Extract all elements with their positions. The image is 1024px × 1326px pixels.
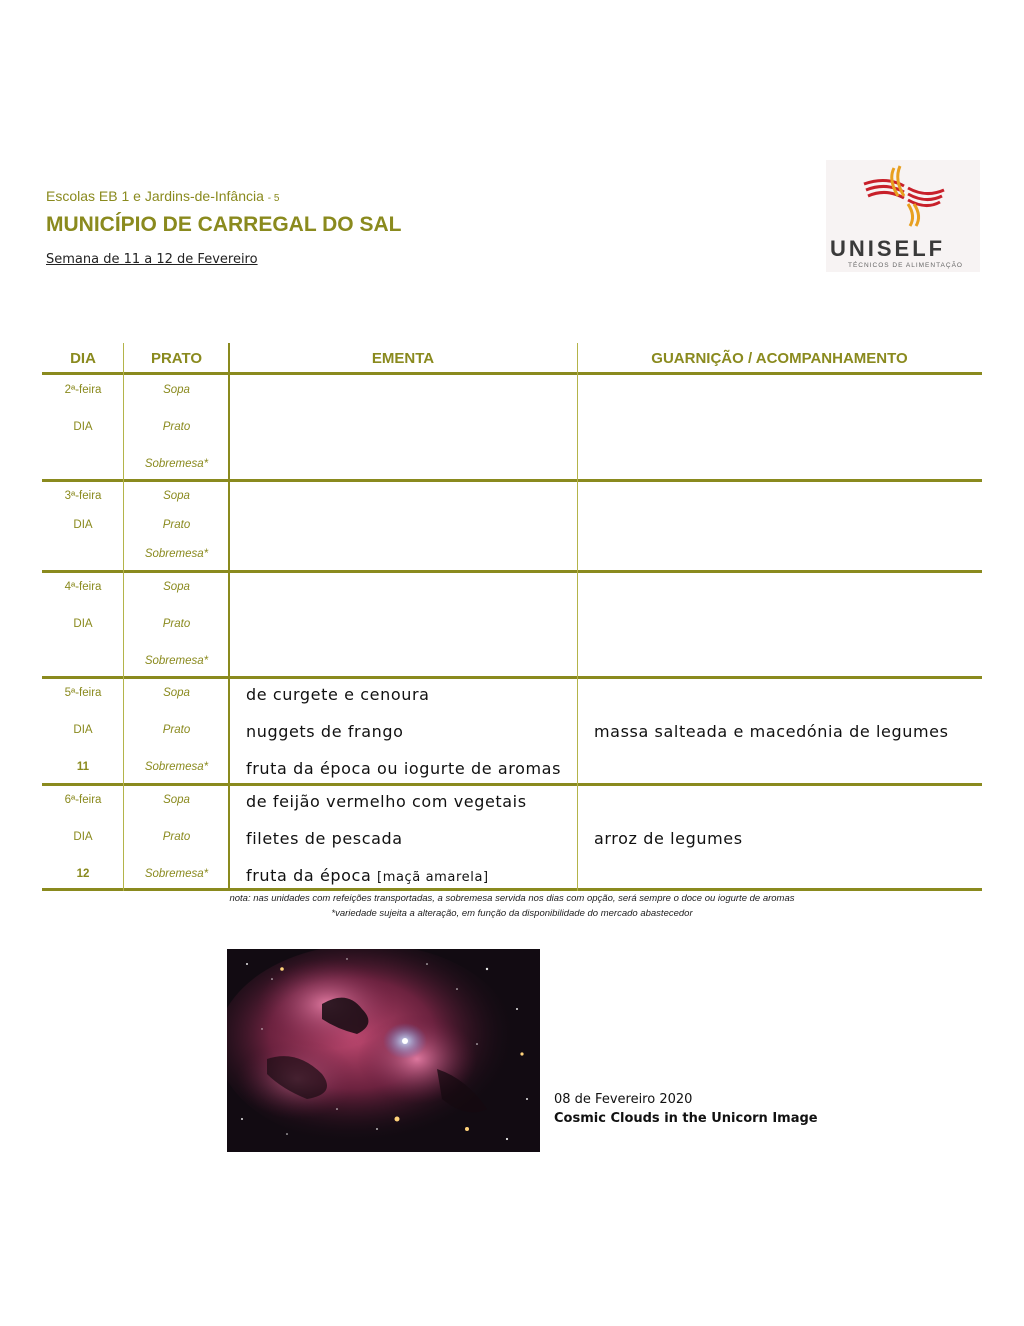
note-variety: *variedade sujeita a alteração, em função da disponibilidade do mercado abastecedor	[331, 908, 693, 919]
course-sopa: Sopa	[163, 794, 190, 806]
course-sopa: Sopa	[163, 384, 190, 396]
row-divider	[42, 479, 982, 482]
ementa-sopa: de curgete e cenoura	[246, 685, 430, 704]
ementa-sobremesa: fruta da época ou iogurte de aromas	[246, 759, 561, 778]
ementa-prato: nuggets de frango	[246, 722, 404, 741]
day-name: 5ª-feira	[64, 687, 102, 699]
day-label: DIA	[73, 831, 93, 843]
day-name: 3ª-feira	[64, 490, 102, 502]
course-sobremesa: Sobremesa*	[144, 655, 209, 667]
photo-title: Cosmic Clouds in the Unicorn Image	[554, 1111, 818, 1126]
nebula-image	[227, 949, 540, 1152]
guarnicao: arroz de legumes	[594, 829, 743, 848]
day-label: DIA	[73, 618, 93, 630]
guarnicao: massa salteada e macedónia de legumes	[594, 722, 949, 741]
day-label: DIA	[73, 724, 93, 736]
course-sobremesa: Sobremesa*	[144, 548, 209, 560]
course-prato: Prato	[162, 724, 191, 736]
row-divider	[42, 676, 982, 679]
day-date: 12	[76, 868, 90, 880]
week-label: Semana de 11 a 12 de Fevereiro	[46, 252, 258, 267]
day-label: DIA	[73, 421, 93, 433]
course-prato: Prato	[162, 421, 191, 433]
header-dia: DIA	[70, 349, 96, 367]
course-prato: Prato	[162, 519, 191, 531]
day-name: 6ª-feira	[64, 794, 102, 806]
page-title: MUNICÍPIO DE CARREGAL DO SAL	[46, 213, 402, 236]
header-guarnicao: GUARNIÇÃO / ACOMPANHAMENTO	[651, 349, 908, 367]
course-sobremesa: Sobremesa*	[144, 761, 209, 773]
course-prato: Prato	[162, 831, 191, 843]
ementa-prato: filetes de pescada	[246, 829, 403, 848]
logo-name: UNISELF	[830, 236, 946, 261]
subtitle-text: Escolas EB 1 e Jardins-de-Infância	[46, 188, 264, 204]
note-transport: nota: nas unidades com refeições transportadas, a sobremesa servida nos dias com opção, será sempre o doce ou iogurte de aromas	[229, 893, 795, 904]
row-divider	[42, 783, 982, 786]
logo-tagline: TÉCNICOS DE ALIMENTAÇÃO	[848, 262, 963, 269]
day-name: 2ª-feira	[64, 384, 102, 396]
row-divider	[42, 570, 982, 573]
course-sopa: Sopa	[163, 581, 190, 593]
col-divider	[577, 343, 578, 891]
header-ementa: EMENTA	[371, 349, 435, 367]
course-sobremesa: Sobremesa*	[144, 868, 209, 880]
ementa-sobremesa-extra: [maçã amarela]	[377, 870, 489, 885]
day-label: DIA	[73, 519, 93, 531]
day-date: 11	[76, 761, 90, 773]
row-divider	[42, 888, 982, 891]
course-sopa: Sopa	[163, 490, 190, 502]
course-sobremesa: Sobremesa*	[144, 458, 209, 470]
ementa-sobremesa	[246, 866, 489, 885]
course-prato: Prato	[162, 618, 191, 630]
subtitle-suffix: - 5	[267, 193, 280, 204]
photo-date: 08 de Fevereiro 2020	[554, 1092, 693, 1107]
header-prato: PRATO	[150, 349, 203, 367]
row-divider	[42, 372, 982, 375]
ementa-sobremesa-main: fruta da época	[246, 866, 372, 885]
school-subtitle	[46, 188, 279, 204]
course-sopa: Sopa	[163, 687, 190, 699]
day-name: 4ª-feira	[64, 581, 102, 593]
ementa-sopa: de feijão vermelho com vegetais	[246, 792, 527, 811]
